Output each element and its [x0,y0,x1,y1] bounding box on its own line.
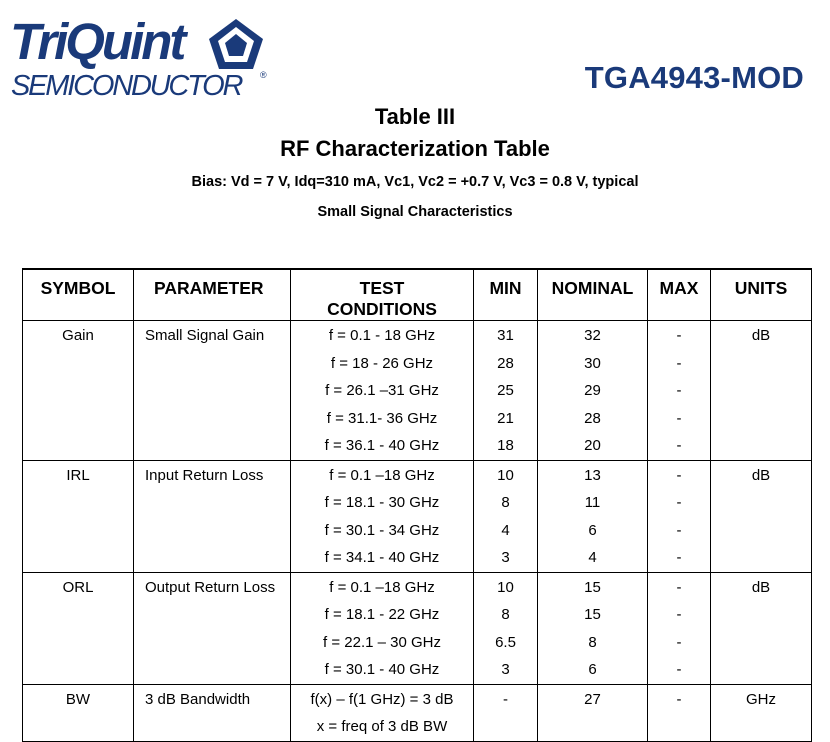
min-cell-value: 3 [501,549,510,566]
nominal-cell-value: 30 [584,354,601,372]
conditions-cell-value: f = 0.1 - 18 GHz [328,327,436,344]
nominal-cell-value: 6 [588,661,597,678]
nominal-cell-value: 29 [584,382,601,399]
conditions-cell-value: f = 18 - 26 GHz [330,354,434,372]
pentagon-logo-icon [206,16,266,72]
min-cell-value: 10 [497,578,514,596]
nominal-cell [538,572,648,684]
conditions-cell-value: f = 34.1 - 40 GHz [324,549,440,566]
max-cell [648,684,711,741]
nominal-cell [538,684,648,741]
nominal-cell-value: 15 [584,578,601,596]
min-cell-value: 8 [501,606,510,623]
min-cell-value: 25 [497,382,514,399]
part-number: TGA4943-MOD [584,60,804,95]
conditions-cell-value: f = 26.1 –31 GHz [325,382,439,399]
min-cell-value: 31 [497,327,514,344]
conditions-cell-value: f = 30.1 - 40 GHz [324,661,440,678]
nominal-cell-value: 32 [584,327,601,344]
max-cell-value: - [676,633,682,651]
max-cell [648,460,711,572]
header-max: MAX [648,269,711,321]
table-title: RF Characterization Table [280,136,550,161]
max-cell-value: - [676,382,682,399]
max-cell [648,321,711,461]
units-cell: dB [711,572,812,684]
conditions-cell-value: f = 18.1 - 30 GHz [324,494,440,511]
min-cell-value: 21 [497,409,514,427]
min-cell-value: 6.5 [495,633,516,651]
conditions-cell-value: f = 0.1 –18 GHz [329,466,435,484]
nominal-cell-value: 15 [584,606,601,623]
conditions-cell-value: f = 0.1 –18 GHz [329,578,435,596]
nominal-cell-value: 6 [588,521,597,539]
table-number: Table III [374,104,456,129]
section-subtitle: Small Signal Characteristics [317,204,513,220]
units-cell: dB [711,321,812,461]
parameter-cell: Input Return Loss [134,460,291,572]
min-cell-value: 3 [501,661,510,678]
min-cell-value: 8 [501,494,510,511]
max-cell-value: - [676,606,682,623]
max-cell-value: - [676,327,682,344]
max-cell-value: - [676,409,682,427]
nominal-cell-value: 27 [584,690,601,708]
nominal-cell-value: 11 [584,494,601,511]
rf-characterization-table [22,268,811,742]
conditions-cell [291,684,474,741]
conditions-cell-value: f = 30.1 - 34 GHz [324,521,440,539]
logo-wordmark: TriQuint [10,13,184,70]
max-cell-value: - [676,578,682,596]
bias-conditions: Bias: Vd = 7 V, Idq=310 mA, Vc1, Vc2 = +0.7 V, Vc3 = 0.8 V, typical [191,174,639,190]
nominal-cell [538,460,648,572]
logo-subtitle: SEMICONDUCTOR [11,70,242,102]
parameter-cell: Small Signal Gain [134,321,291,461]
parameter-cell: 3 dB Bandwidth [134,684,291,741]
min-cell-value: 28 [497,354,514,372]
max-cell-value: - [676,494,682,511]
max-cell [648,572,711,684]
table-row [23,321,812,461]
table-header-row [23,269,812,321]
table-row [23,460,812,572]
nominal-cell-value: 8 [588,633,597,651]
header-test-line2: CONDITIONS [327,299,437,319]
max-cell-value: - [676,661,682,678]
conditions-cell [291,572,474,684]
header-units: UNITS [711,269,812,321]
nominal-cell [538,321,648,461]
nominal-cell-value: 28 [584,409,601,427]
min-cell-value: 4 [501,521,510,539]
min-cell [474,321,538,461]
units-cell: dB [711,460,812,572]
min-cell-value: - [503,690,508,708]
conditions-cell-value: f(x) – f(1 GHz) = 3 dB [310,690,454,708]
nominal-cell-value: 4 [588,549,597,566]
symbol-cell: ORL [23,572,134,684]
min-cell-value: 18 [497,437,514,454]
min-cell [474,460,538,572]
table-row [23,572,812,684]
header-parameter: PARAMETER [134,269,291,321]
header-symbol: SYMBOL [23,269,134,321]
max-cell-value: - [676,521,682,539]
max-cell-value: - [676,690,682,708]
conditions-cell-value: x = freq of 3 dB BW [316,718,448,735]
conditions-cell [291,321,474,461]
title-block [0,102,830,222]
max-cell-value: - [676,549,682,566]
nominal-cell-value: 20 [584,437,601,454]
min-cell-value: 10 [497,466,514,484]
max-cell-value: - [676,354,682,372]
max-cell-value: - [676,466,682,484]
header-nominal: NOMINAL [538,269,648,321]
conditions-cell-value: f = 22.1 – 30 GHz [323,633,441,651]
nominal-cell-value: 13 [584,466,601,484]
header-min: MIN [474,269,538,321]
parameter-cell: Output Return Loss [134,572,291,684]
conditions-cell-value: f = 18.1 - 22 GHz [324,606,440,623]
conditions-cell [291,460,474,572]
conditions-cell-value: f = 36.1 - 40 GHz [324,437,440,454]
conditions-cell-value: f = 31.1- 36 GHz [326,409,438,427]
header-test-line1: TEST [359,278,405,298]
max-cell-value: - [676,437,682,454]
table-row [23,684,812,741]
company-logo [10,13,272,102]
symbol-cell: Gain [23,321,134,461]
header-test-conditions [291,269,474,321]
symbol-cell: BW [23,684,134,741]
min-cell [474,572,538,684]
symbol-cell: IRL [23,460,134,572]
units-cell: GHz [711,684,812,741]
registered-mark: ® [260,70,267,80]
min-cell [474,684,538,741]
